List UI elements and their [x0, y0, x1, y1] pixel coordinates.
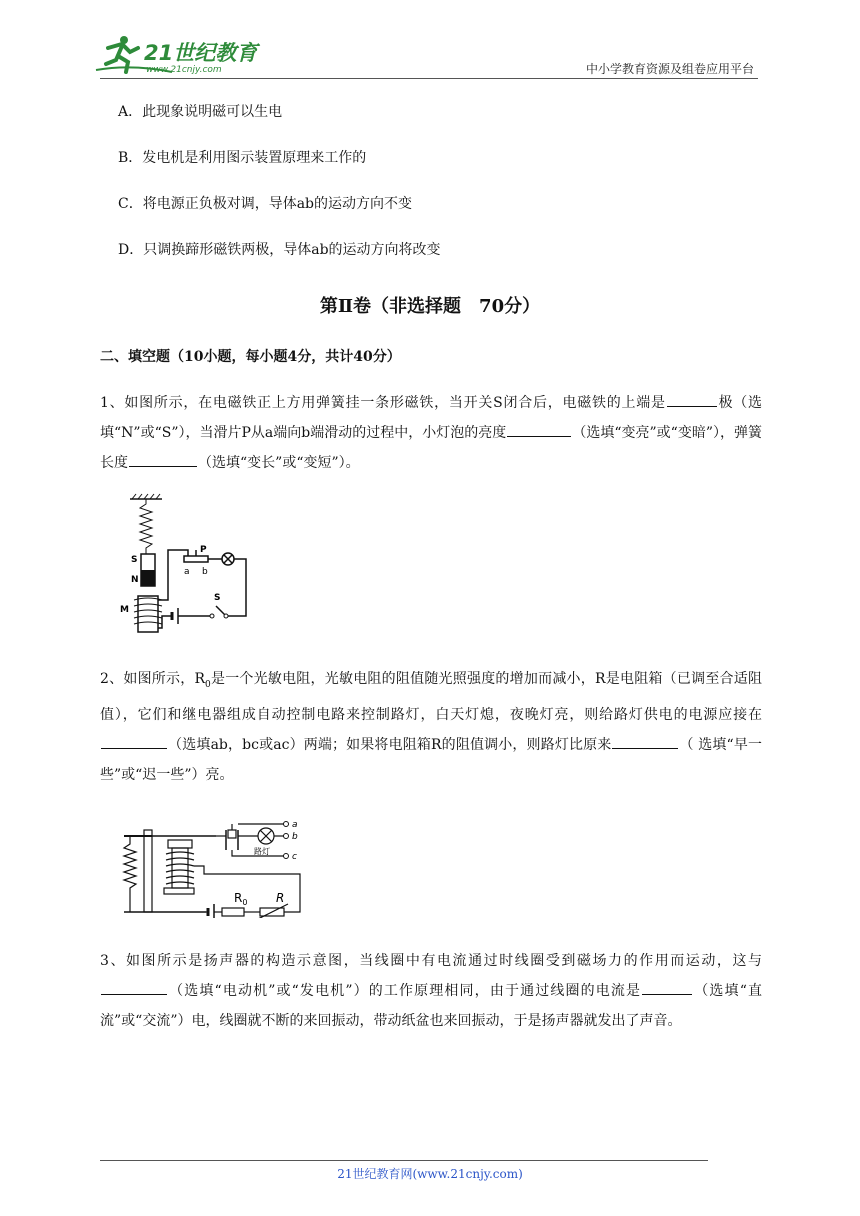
q3-blank-2[interactable] — [642, 978, 692, 995]
section-title: 第Ⅱ卷（非选择题 70分） — [319, 296, 541, 317]
fig1-label-s: S — [131, 555, 138, 565]
q2-text-3: （选填ab，bc或ac）两端；如果将电阻箱R的阻值调小，则路灯比原来 — [168, 736, 612, 753]
q1-blank-2[interactable] — [507, 420, 571, 437]
header-platform-text: 中小学教育资源及组卷应用平台 — [585, 62, 754, 76]
option-a: A．此现象说明磁可以生电 — [118, 104, 283, 120]
q1-blank-3[interactable] — [129, 450, 197, 467]
logo-url: www.21cnjy.com — [146, 65, 222, 75]
option-c: C．将电源正负极对调，导体ab的运动方向不变 — [118, 196, 413, 212]
q2-subscript: 0 — [205, 679, 211, 690]
q2-text-4: （ 选填“早一些”或“迟一些”）亮。 — [100, 736, 762, 783]
fig1-label-b: b — [202, 567, 208, 577]
fig1-label-switch: S — [214, 593, 221, 603]
q3-blank-1[interactable] — [101, 978, 167, 995]
q1-text-1: 1、如图所示，在电磁铁正上方用弹簧挂一条形磁铁，当开关S闭合后，电磁铁的上端是 — [100, 395, 666, 411]
q1-text-3: （选填“变亮”或“变暗”），弹簧长度 — [100, 425, 762, 471]
fig2-label-c: c — [292, 852, 297, 862]
q1-blank-1[interactable] — [667, 390, 717, 407]
q2-text-2: 是一个光敏电阻，光敏电阻的阻值随光照强度的增加而减小，R是电阻箱（已调至合适阻值），它们和继电器组成自动控制电路来控制路灯，白天灯熄，夜晚灯亮，则给路灯供电的电源应接在 — [100, 671, 762, 723]
q3-text-1: 3、如图所示是扬声器的构造示意图，当线圈中有电流通过时线圈受到磁场力的作用而运动，这与 — [100, 953, 762, 969]
q1-text-2: 极（选填“N”或“S”），当滑片P从a端向b端滑动的过程中，小灯泡的亮度 — [100, 395, 762, 441]
footer-link[interactable]: 21世纪教育网(www.21cnjy.com) — [337, 1167, 523, 1181]
fig1-label-a: a — [184, 567, 190, 577]
fig2-label-lamp: 路灯 — [254, 847, 270, 856]
q3-text-2: （选填“电动机”或“发电机”）的工作原理相同，由于通过线圈的电流是 — [168, 983, 642, 999]
electromagnet-circuit-diagram — [112, 492, 262, 638]
q2-blank-1[interactable] — [101, 732, 167, 749]
site-logo — [92, 34, 262, 78]
option-d: D．只调换蹄形磁铁两极，导体ab的运动方向将改变 — [118, 242, 441, 258]
fig1-label-p: P — [200, 545, 207, 555]
fig1-label-m: M — [120, 605, 129, 615]
q2-text-1: 2、如图所示，R — [100, 671, 206, 687]
relay-circuit-diagram — [116, 808, 312, 918]
fig2-label-r0: $R_0$ — [234, 891, 248, 907]
question-1 — [100, 388, 762, 478]
q2-blank-2[interactable] — [612, 732, 678, 749]
part-title: 二、填空题（10小题，每小题4分，共计40分） — [100, 349, 401, 365]
fig1-label-n: N — [131, 575, 139, 585]
header-divider — [100, 78, 758, 79]
logo-title: 21世纪教育 — [144, 41, 258, 65]
q3-text-3: （选填“直流”或“交流”）电，线圈就不断的来回振动，带动纸盆也来回振动，于是扬声器就发出了声音。 — [100, 983, 762, 1029]
fig2-label-a: a — [292, 820, 298, 830]
question-3 — [100, 946, 762, 1036]
fig2-label-r: R — [276, 891, 285, 905]
footer-divider — [100, 1160, 708, 1161]
option-b: B．发电机是利用图示装置原理来工作的 — [118, 150, 367, 166]
question-2 — [100, 664, 762, 790]
q1-text-4: （选填“变长”或“变短”）。 — [198, 455, 360, 471]
fig2-label-b: b — [292, 832, 298, 842]
